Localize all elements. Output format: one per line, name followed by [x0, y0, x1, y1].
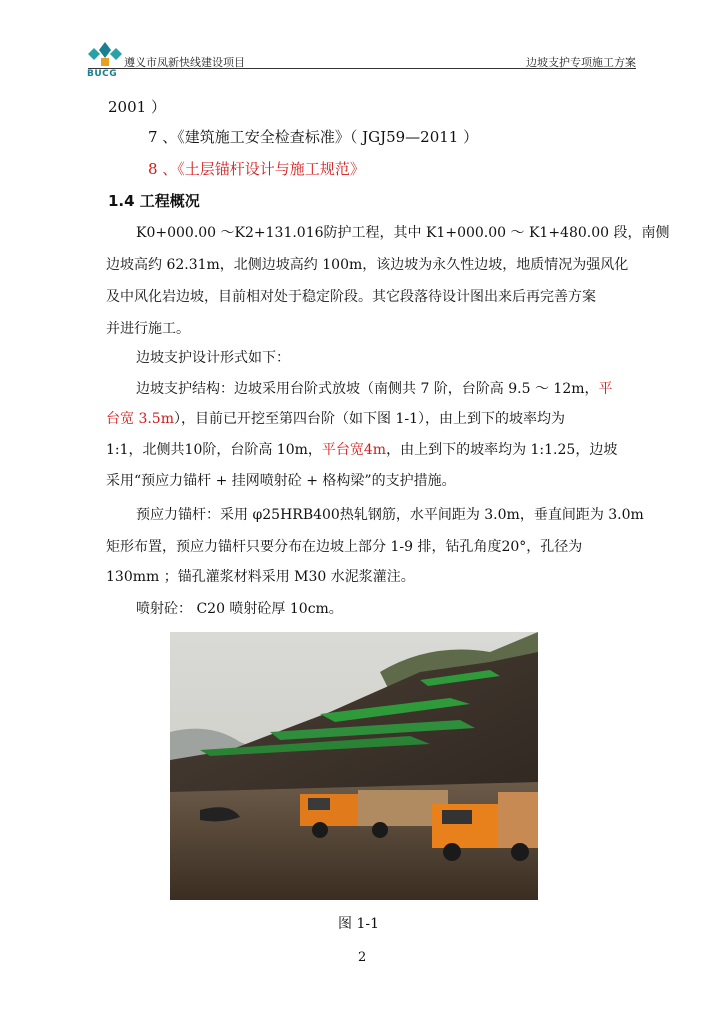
para3-line3-text-a: 1:1，北侧共10阶，台阶高 10m，	[106, 442, 322, 458]
para3-line2-text: ），目前已开挖至第四台阶（如下图 1-1），由上到下的坡率均为	[174, 411, 565, 427]
para1-line1: K0+000.00 ～K2+131.016防护工程，其中 K1+000.00 ～ K1+480.00 段，南侧	[136, 225, 670, 241]
slope-construction-photo	[170, 632, 538, 900]
para3-line1	[136, 378, 613, 398]
section-title: 1.4 工程概况	[108, 192, 200, 210]
para3-line4: 采用“预应力锚杆 + 挂网喷射砼 + 格构梁”的支护措施。	[106, 473, 456, 489]
para5: 喷射砼： C20 喷射砼厚 10cm。	[136, 601, 343, 617]
para1-line2: 边坡高约 62.31m，北侧边坡高约 100m，该边坡为永久性边坡，地质情况为强风化	[106, 257, 629, 273]
para1-line3: 及中风化岩边坡，目前相对处于稳定阶段。其它段落待设计图出来后再完善方案	[106, 289, 596, 305]
page-number: 2	[358, 950, 367, 965]
header-doc-title: 边坡支护专项施工方案	[526, 56, 636, 69]
figure-caption: 图 1-1	[338, 916, 379, 932]
para4-line2: 矩形布置，预应力锚杆只要分布在边坡上部分 1-9 排，钻孔角度20°，孔径为	[106, 539, 583, 555]
para3-line1-highlight: 平	[598, 381, 613, 397]
para3-line2-highlight: 台宽 3.5m	[106, 411, 174, 427]
logo-text: BUCG	[87, 69, 118, 79]
para4-line1: 预应力锚杆：采用 φ25HRB400热轧钢筋，水平间距为 3.0m，垂直间距为 3.0m	[136, 507, 644, 523]
ref-tail: 2001 ）	[108, 98, 166, 116]
para2: 边坡支护设计形式如下：	[136, 350, 290, 366]
para4-line3: 130mm ；锚孔灌浆材料采用 M30 水泥浆灌注。	[106, 569, 415, 585]
para3-line3	[106, 439, 617, 459]
header-project: 遵义市凤新快线建设项目	[124, 56, 245, 69]
para3-line3-text-c: ，由上到下的坡率均为 1:1.25，边坡	[386, 442, 618, 458]
para3-line3-highlight: 平台宽4m	[321, 442, 387, 458]
para3-line2	[106, 408, 565, 428]
ref-item-8: 8 、《土层锚杆设计与施工规范》	[148, 160, 365, 178]
para3-line1-text: 边坡支护结构：边坡采用台阶式放坡（南侧共 7 阶，台阶高 9.5 ～ 12m，	[136, 381, 599, 397]
header-divider	[88, 68, 636, 69]
para1-line4: 并进行施工。	[106, 321, 190, 337]
ref-item-7: 7 、《建筑施工安全检查标准》（ JGJ59—2011 ）	[148, 128, 479, 146]
